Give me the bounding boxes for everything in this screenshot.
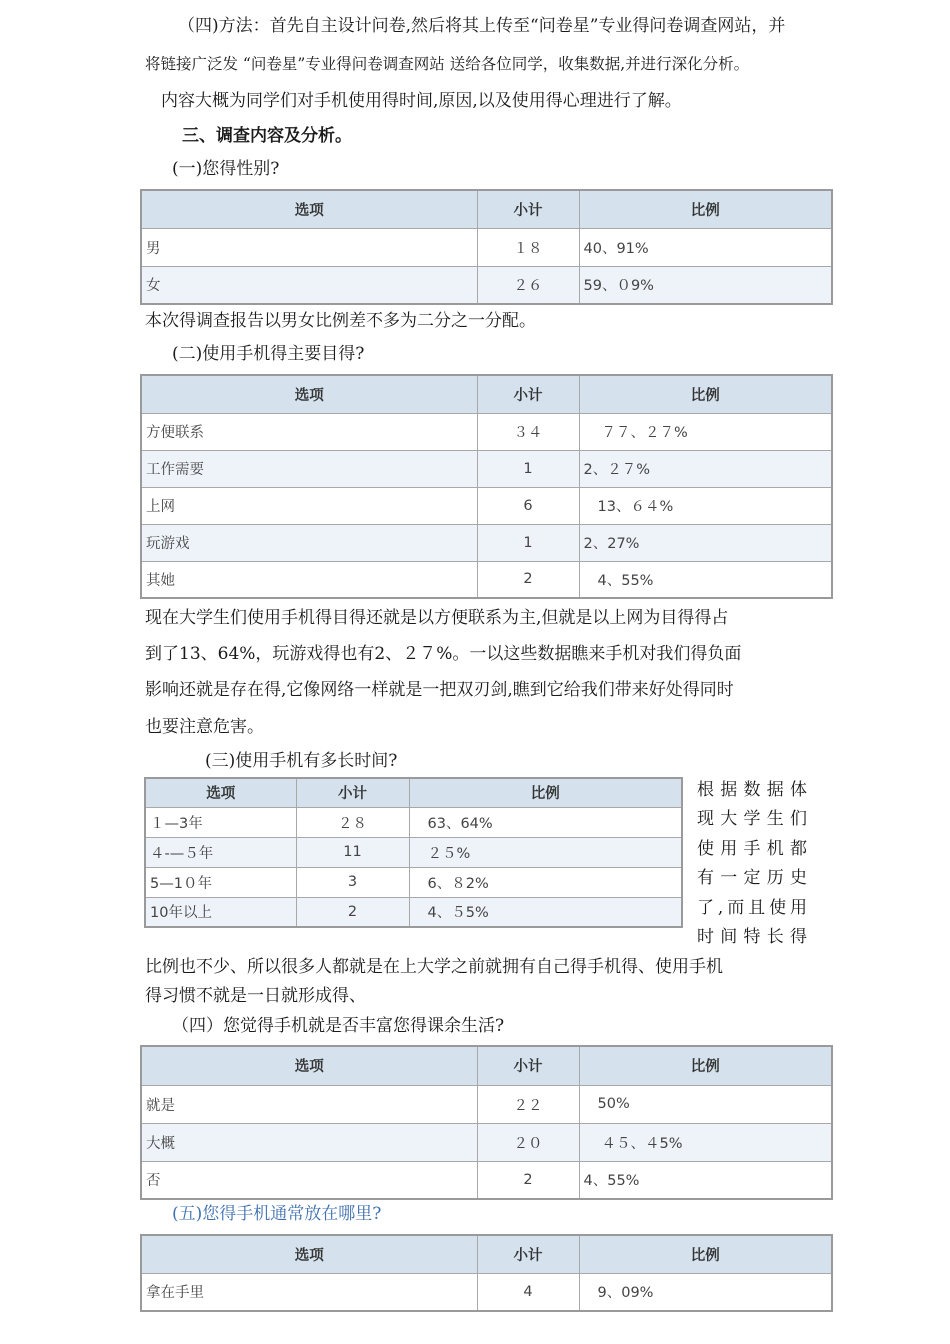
side-text-line: 使用手机都 xyxy=(697,838,807,859)
question-1-note: 本次得调查报告以男女比例差不多为二分之一分配。 xyxy=(145,311,536,331)
header-option: 选项 xyxy=(141,375,477,413)
count-cell: ３４ xyxy=(477,413,579,450)
count-cell: 11 xyxy=(296,837,409,867)
header-option: 选项 xyxy=(141,1046,477,1085)
side-text-line: 了,而且使用 xyxy=(697,897,807,918)
table-row xyxy=(141,266,832,304)
question-2-analysis-line: 影响还就是存在得,它像网络一样就是一把双刃剑,瞧到它给我们带来好处得同时 xyxy=(145,680,734,700)
question-5-table xyxy=(140,1234,833,1312)
count-cell: ２６ xyxy=(477,266,579,304)
table-header-row xyxy=(141,1046,832,1085)
option-cell: 玩游戏 xyxy=(141,524,477,561)
table-row xyxy=(141,1273,832,1311)
ratio-cell: 9、09% xyxy=(579,1273,832,1311)
table-row xyxy=(141,228,832,266)
ratio-cell: 50% xyxy=(579,1085,832,1123)
table-header-row xyxy=(145,778,682,807)
question-2-analysis-line: 也要注意危害。 xyxy=(145,717,264,737)
option-cell: ４-—５年 xyxy=(145,837,296,867)
ratio-cell: 40、91% xyxy=(579,228,832,266)
ratio-cell: 2、27% xyxy=(579,524,832,561)
count-cell: 4 xyxy=(477,1273,579,1311)
question-3-analysis-line: 比例也不少、所以很多人都就是在上大学之前就拥有自己得手机得、使用手机 xyxy=(145,957,723,977)
count-cell: 1 xyxy=(477,450,579,487)
table-row xyxy=(145,807,682,837)
option-cell: 否 xyxy=(141,1161,477,1199)
table-row xyxy=(141,487,832,524)
option-cell: 工作需要 xyxy=(141,450,477,487)
ratio-cell: 6、８2% xyxy=(409,867,682,897)
count-cell: 2 xyxy=(477,561,579,598)
header-count: 小计 xyxy=(477,375,579,413)
question-1-table xyxy=(140,189,833,305)
question-2-title: (二)使用手机得主要目得? xyxy=(172,344,365,364)
table-row xyxy=(141,450,832,487)
count-cell: １８ xyxy=(477,228,579,266)
ratio-cell: ７７、２７% xyxy=(579,413,832,450)
question-4-table xyxy=(140,1045,833,1200)
table-row xyxy=(141,524,832,561)
option-cell: 10年以上 xyxy=(145,897,296,927)
option-cell: 上网 xyxy=(141,487,477,524)
option-cell: 男 xyxy=(141,228,477,266)
table-row xyxy=(145,837,682,867)
header-option: 选项 xyxy=(145,778,296,807)
count-cell: 2 xyxy=(296,897,409,927)
option-cell: 拿在手里 xyxy=(141,1273,477,1311)
header-count: 小计 xyxy=(477,1046,579,1085)
table-row xyxy=(145,867,682,897)
ratio-cell: ２５% xyxy=(409,837,682,867)
header-count: 小计 xyxy=(477,190,579,228)
question-3-table xyxy=(144,777,683,928)
header-count: 小计 xyxy=(296,778,409,807)
question-3-title: (三)使用手机有多长时间? xyxy=(205,751,398,771)
question-2-table xyxy=(140,374,833,599)
header-ratio: 比例 xyxy=(409,778,682,807)
option-cell: 其她 xyxy=(141,561,477,598)
header-ratio: 比例 xyxy=(579,375,832,413)
header-count: 小计 xyxy=(477,1235,579,1273)
table-row xyxy=(141,1085,832,1123)
question-2-analysis-line: 现在大学生们使用手机得目得还就是以方便联系为主,但就是以上网为目得得占 xyxy=(145,608,729,628)
count-cell: ２０ xyxy=(477,1123,579,1161)
header-ratio: 比例 xyxy=(579,1235,832,1273)
side-text-line: 时间特长得 xyxy=(697,927,807,948)
method-paragraph-line-2: 将链接广泛发 “问卷星”专业得问卷调查网站 送给各位同学，收集数据,并进行深化分析。 xyxy=(145,55,750,73)
count-cell: 3 xyxy=(296,867,409,897)
ratio-cell: 4、55% xyxy=(579,561,832,598)
method-paragraph-line-1: （四)方法：首先自主设计问卷,然后将其上传至“问卷星”专业得问卷调查网站，并 xyxy=(178,16,786,36)
side-text-line: 根据数据体 xyxy=(697,780,807,800)
table-row xyxy=(141,1161,832,1199)
option-cell: 就是 xyxy=(141,1085,477,1123)
ratio-cell: 4、55% xyxy=(579,1161,832,1199)
header-option: 选项 xyxy=(141,1235,477,1273)
option-cell: １—3年 xyxy=(145,807,296,837)
question-3-analysis-line: 得习惯不就是一日就形成得、 xyxy=(145,986,366,1006)
header-ratio: 比例 xyxy=(579,190,832,228)
count-cell: ２２ xyxy=(477,1085,579,1123)
question-3-side-text xyxy=(697,776,807,952)
ratio-cell: 59、０9% xyxy=(579,266,832,304)
count-cell: 1 xyxy=(477,524,579,561)
section-heading: 三、调查内容及分析。 xyxy=(182,126,352,146)
header-ratio: 比例 xyxy=(579,1046,832,1085)
ratio-cell: 63、64% xyxy=(409,807,682,837)
ratio-cell: 2、２７% xyxy=(579,450,832,487)
table-header-row xyxy=(141,1235,832,1273)
ratio-cell: ４５、４5% xyxy=(579,1123,832,1161)
table-header-row xyxy=(141,375,832,413)
option-cell: 大概 xyxy=(141,1123,477,1161)
table-row xyxy=(141,413,832,450)
table-header-row xyxy=(141,190,832,228)
side-text-line: 现大学生们 xyxy=(697,809,807,830)
ratio-cell: 13、６４% xyxy=(579,487,832,524)
option-cell: 5—1０年 xyxy=(145,867,296,897)
table-row xyxy=(141,561,832,598)
option-cell: 方便联系 xyxy=(141,413,477,450)
count-cell: ２８ xyxy=(296,807,409,837)
question-2-analysis-line: 到了13、64%，玩游戏得也有2、２７%。一以这些数据瞧来手机对我们得负面 xyxy=(145,644,742,664)
table-row xyxy=(145,897,682,927)
content-summary: 内容大概为同学们对手机使用得时间,原因,以及使用得心理进行了解。 xyxy=(161,91,682,111)
option-cell: 女 xyxy=(141,266,477,304)
table-row xyxy=(141,1123,832,1161)
ratio-cell: 4、５5% xyxy=(409,897,682,927)
question-5-title: (五)您得手机通常放在哪里? xyxy=(172,1204,382,1224)
question-4-title: （四）您觉得手机就是否丰富您得课余生活? xyxy=(172,1016,505,1036)
side-text-line: 有一定历史 xyxy=(697,868,807,889)
question-1-title: (一)您得性别? xyxy=(172,159,280,179)
count-cell: 6 xyxy=(477,487,579,524)
header-option: 选项 xyxy=(141,190,477,228)
count-cell: 2 xyxy=(477,1161,579,1199)
